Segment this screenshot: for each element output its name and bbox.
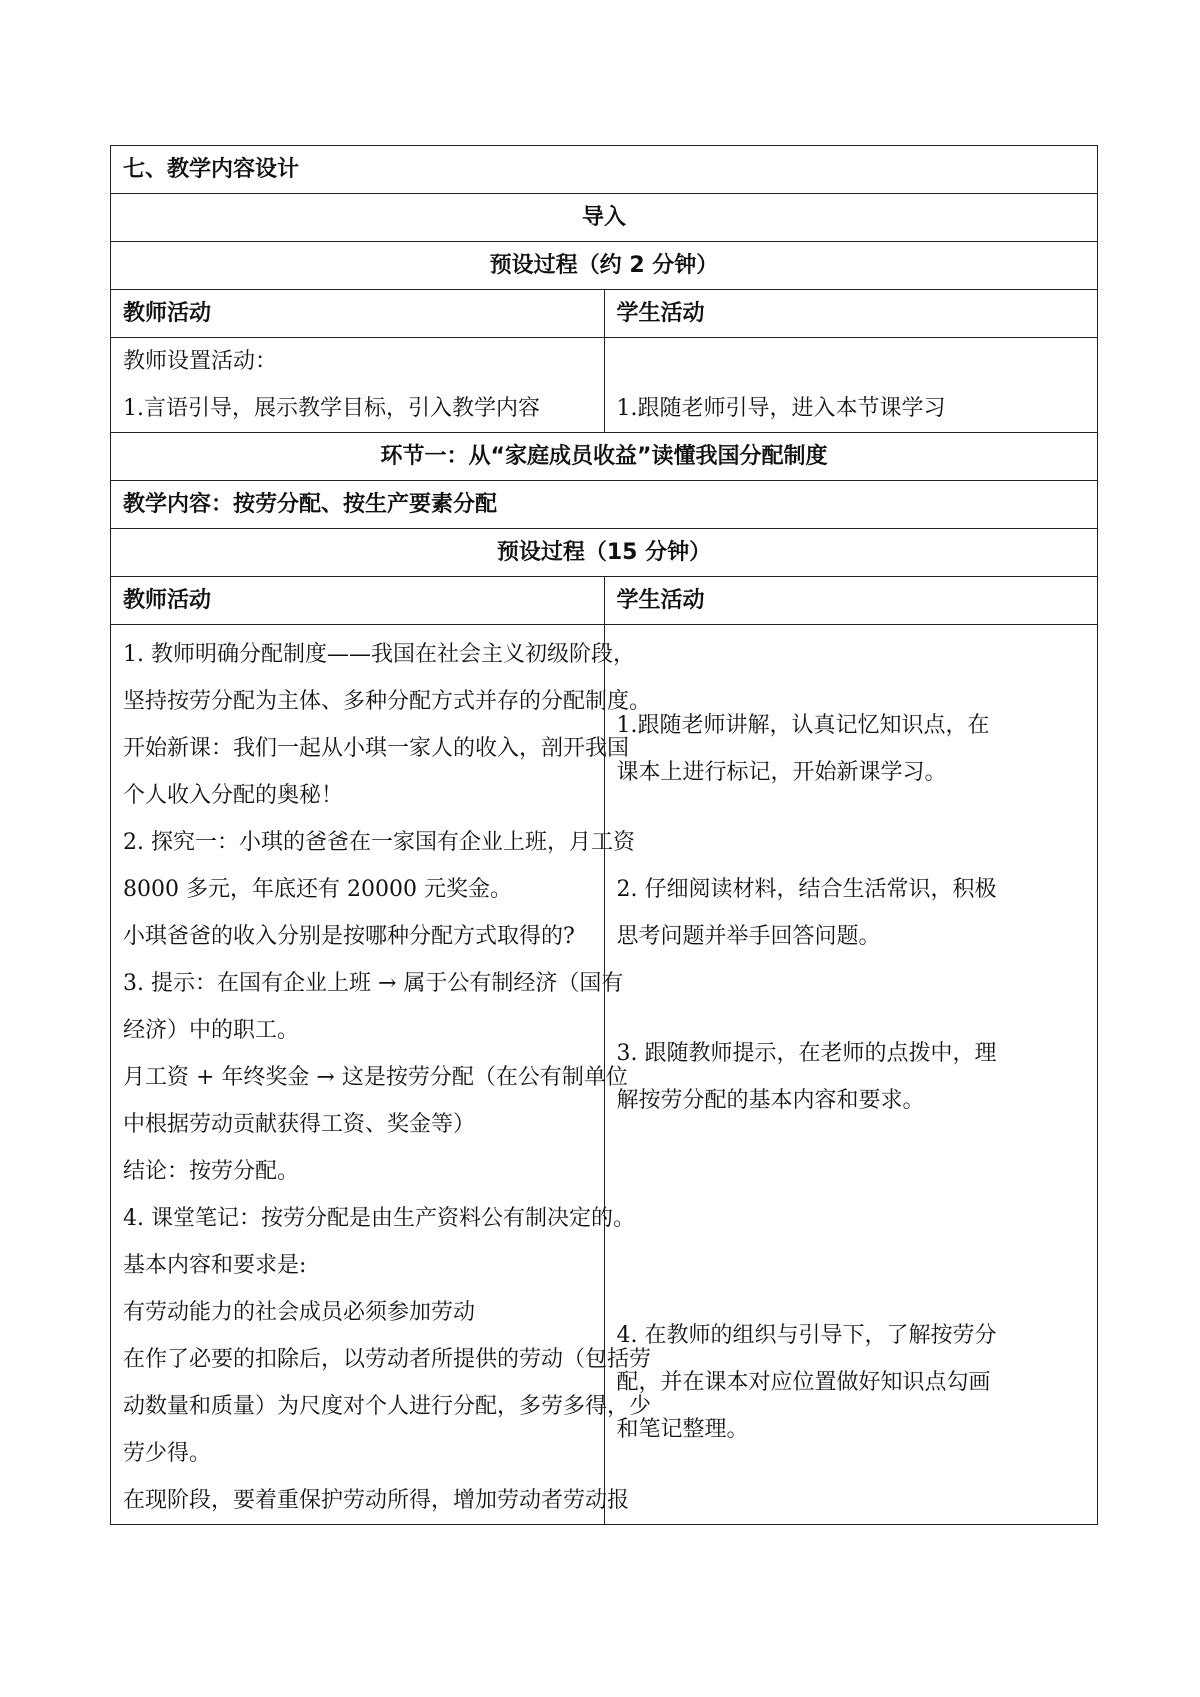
text-line: 在现阶段，要着重保护劳动所得，增加劳动者劳动报 [123, 1488, 630, 1513]
intro-teacher-header: 教师活动 [111, 290, 605, 338]
text-line: 1.跟随老师讲解，认真记忆知识点，在 [616, 713, 990, 738]
text-line: 解按劳分配的基本内容和要求。 [616, 1088, 925, 1113]
text-line: 劳少得。 [123, 1441, 212, 1466]
section-title: 七、教学内容设计 [111, 146, 1098, 194]
text-line: 1. 教师明确分配制度——我国在社会主义初级阶段， [123, 642, 635, 667]
text-line: 1.跟随老师引导，进入本节课学习 [616, 396, 946, 421]
intro-title: 导入 [111, 194, 1098, 242]
text-line: 开始新课：我们一起从小琪一家人的收入，剖开我国 [123, 736, 630, 761]
text-line: 月工资 + 年终奖金 → 这是按劳分配（在公有制单位 [123, 1065, 628, 1090]
segment1-teacher-activity [111, 625, 652, 1525]
segment1-student-header: 学生活动 [604, 577, 1098, 625]
text-line: 思考问题并举手回答问题。 [616, 924, 881, 949]
segment1-title: 环节一：从“家庭成员收益”读懂我国分配制度 [111, 433, 1098, 481]
segment1-content: 教学内容：按劳分配、按生产要素分配 [111, 481, 1098, 529]
text-line: 结论：按劳分配。 [123, 1159, 300, 1184]
text-line: 2. 探究一：小琪的爸爸在一家国有企业上班，月工资 [123, 830, 635, 855]
text-line: 基本内容和要求是: [123, 1253, 307, 1278]
text-line: 经济）中的职工。 [123, 1018, 300, 1043]
text-line: 坚持按劳分配为主体、多种分配方式并存的分配制度。 [123, 689, 652, 714]
text-line: 有劳动能力的社会成员必须参加劳动 [123, 1300, 476, 1325]
segment1-student-activity [604, 625, 1098, 1525]
lesson-design-table [110, 145, 1098, 1525]
text-line: 2. 仔细阅读材料，结合生活常识，积极 [616, 877, 997, 902]
text-line: 在作了必要的扣除后，以劳动者所提供的劳动（包括劳 [123, 1347, 652, 1372]
intro-teacher-activity [111, 338, 605, 433]
text-line: 3. 跟随教师提示，在老师的点拨中，理 [616, 1041, 997, 1066]
text-line: 中根据劳动贡献获得工资、奖金等） [123, 1112, 476, 1137]
text-line: 动数量和质量）为尺度对个人进行分配，多劳多得，少 [123, 1394, 652, 1419]
text-line: 3. 提示：在国有企业上班 → 属于公有制经济（国有 [123, 971, 624, 996]
intro-student-activity [604, 338, 1098, 433]
text-line: 4. 课堂笔记：按劳分配是由生产资料公有制决定的。 [123, 1206, 635, 1231]
segment1-process-label: 预设过程（15 分钟） [111, 529, 1098, 577]
text-line: 8000 多元，年底还有 20000 元奖金。 [123, 877, 512, 902]
intro-student-header: 学生活动 [604, 290, 1098, 338]
text-line: 配，并在课本对应位置做好知识点勾画 [616, 1370, 991, 1395]
text-line: 4. 在教师的组织与引导下，了解按劳分 [616, 1323, 997, 1348]
text-line: 小琪爸爸的收入分别是按哪种分配方式取得的? [123, 924, 575, 949]
text-line: 教师设置活动： [123, 349, 278, 374]
text-line: 个人收入分配的奥秘！ [123, 783, 344, 808]
text-line: 课本上进行标记，开始新课学习。 [616, 760, 947, 785]
segment1-teacher-header: 教师活动 [111, 577, 605, 625]
text-line: 和笔记整理。 [616, 1417, 749, 1442]
intro-process-label: 预设过程（约 2 分钟） [111, 242, 1098, 290]
text-line: 1.言语引导，展示教学目标，引入教学内容 [123, 396, 540, 421]
